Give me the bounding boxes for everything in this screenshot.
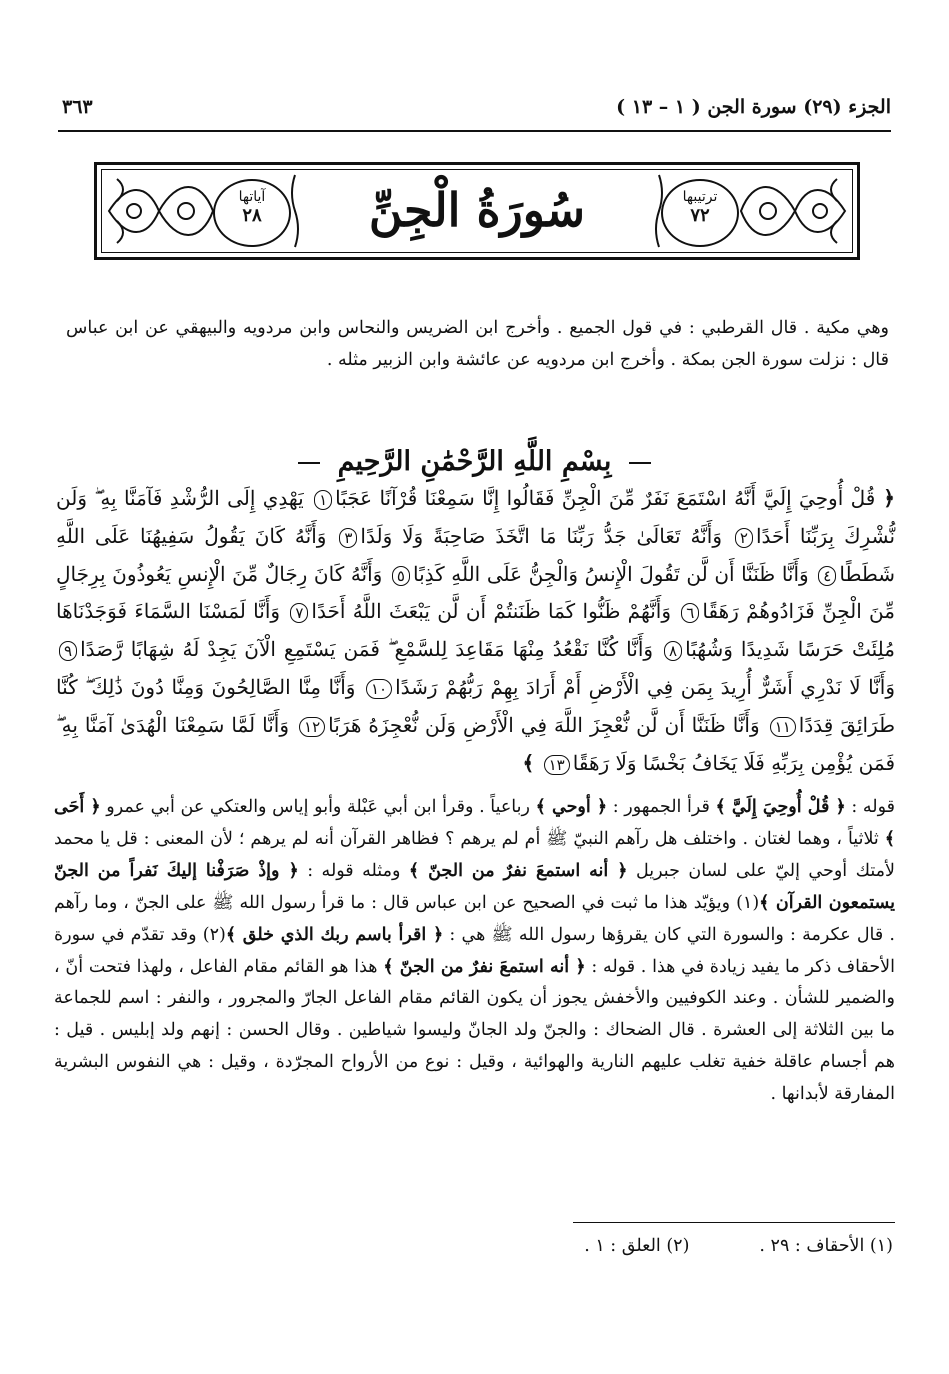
quoted-phrase: ﴿ أنه استمعَ نفرٌ من الجنّ ﴾ bbox=[383, 956, 586, 977]
verse-text: وَأَنَّا كُنَّا نَقْعُدُ مِنْهَا مَقَاعِدَ لِلسَّمْعِ ۖ فَمَن يَسْتَمِعِ الْآنَ يَجِدْ لَهُ شِهَابًا رَّصَدًا bbox=[80, 637, 654, 662]
surah-name: سُورَةُ الْجِنِّ bbox=[368, 183, 586, 237]
ayah-number-marker: ٣ bbox=[339, 528, 357, 548]
verse-text: وَأَنَّهُ كَانَ يَقُولُ سَفِيهُنَا عَلَى اللَّهِ شَطَطًا bbox=[56, 523, 896, 586]
quoted-phrase: ﴿ وإذْ صَرَفْنا إليكَ نَفراً من الجنّ يستمعون القرآن ﴾ bbox=[54, 860, 895, 913]
verse-text: وَأَنَّهُ كَانَ رِجَالٌ مِّنَ الْإِنسِ يَعُوذُونَ بِرِجَالٍ مِّنَ الْجِنِّ فَزَادُوهُمْ رَهَقًا bbox=[56, 561, 895, 624]
header-title: الجزء (٢٩) سورة الجن ( ١ – ١٣ ) bbox=[616, 96, 891, 118]
commentary-text: رباعياً . وقرأ ابن أبي عَبْلة وأبو إياس والعتكي عن أبي عمرو bbox=[100, 797, 536, 817]
ayah-number-marker: ١٣ bbox=[544, 755, 570, 775]
footnotes bbox=[514, 1236, 893, 1256]
header-rule bbox=[58, 130, 891, 132]
quoted-phrase: ﴿ أَحَى ﴾ bbox=[54, 797, 895, 849]
verse-close-bracket: ﴾ bbox=[522, 750, 535, 775]
ayah-number-marker: ١٠ bbox=[366, 679, 392, 699]
verse-open-bracket: ﴿ bbox=[875, 486, 896, 510]
order-label: ترتيبها bbox=[682, 189, 718, 205]
ayah-number-marker: ١٢ bbox=[299, 717, 325, 737]
page-number: ٣٦٣ bbox=[62, 96, 93, 118]
ayah-number-marker: ٧ bbox=[290, 603, 308, 623]
tafsir-commentary bbox=[54, 792, 895, 1111]
order-number: ٧٢ bbox=[690, 205, 710, 226]
ayah-number-marker: ٤ bbox=[818, 566, 836, 586]
ayah-number-marker: ٢ bbox=[735, 528, 753, 548]
quran-verses-block bbox=[56, 480, 895, 782]
quoted-phrase: ﴿ أوحي ﴾ bbox=[535, 797, 608, 817]
surah-title-banner bbox=[94, 162, 860, 260]
commentary-text: (١) ويؤيّد هذا ما ثبت في الصحيح عن ابن عباس قال : ما قرأ رسول الله ﷺ على الجنّ ، وما رآهم . قال عكرمة : والسورة التي كان يقرؤها رسول الله ﷺ هي : bbox=[54, 892, 895, 945]
commentary-text: ثلاثياً ، وهما لغتان . واختلف هل رآهم النبيّ ﷺ أم لم يرهم ؟ فظاهر القرآن أنه لم يرهم ؛ لأن المعنى : قل يا محمد لأمتك أوحي إليّ على لسان جبريل bbox=[54, 828, 895, 881]
verses-label: آياتها bbox=[238, 189, 266, 205]
verse-text: وَأَنَّهُمْ ظَنُّوا كَمَا ظَنَنتُمْ أَن لَّن يَبْعَثَ اللَّهُ أَحَدًا bbox=[311, 599, 671, 624]
ayah-number-marker: ١١ bbox=[770, 717, 796, 737]
commentary-text: ومثله قوله : bbox=[298, 860, 409, 881]
commentary-text: قرأ الجمهور : bbox=[607, 797, 716, 817]
footnote-rule bbox=[573, 1222, 895, 1223]
verse-text: يَهْدِي إِلَى الرُّشْدِ فَآمَنَّا بِهِ ۖ وَلَن نُّشْرِكَ بِرَبِّنَا أَحَدًا bbox=[56, 486, 896, 548]
basmala-text: بِسْمِ اللَّهِ الرَّحْمَٰنِ الرَّحِيمِ bbox=[337, 446, 612, 477]
basmala-ornament-icon bbox=[298, 462, 320, 464]
verse-text: وَأَنَّا مِنَّا الصَّالِحُونَ وَمِنَّا دُونَ ذَٰلِكَ ۖ كُنَّا طَرَائِقَ قِدَدًا bbox=[56, 674, 896, 737]
ayah-number-marker: ٨ bbox=[664, 641, 682, 661]
order-medallion bbox=[661, 179, 739, 247]
verses-number: ٢٨ bbox=[242, 205, 262, 226]
commentary-text: (٢) وقد تقدّم في سورة الأحقاف ذكر ما يفيد زيادة في هذا . قوله : bbox=[54, 924, 895, 977]
quoted-phrase: ﴿ قُلْ أُوحِيَ إِلَيَّ ﴾ bbox=[715, 797, 846, 817]
surah-introduction: وهي مكية . قال القرطبي : في قول الجميع . وأخرج ابن الضريس والنحاس وابن مردويه والبيهقي عن ابن عباس قال : نزلت سورة الجن بمكة . وأخرج ابن مردويه عن عائشة وابن الزبير مثله . bbox=[66, 318, 889, 370]
verse-text: وَأَنَّا لَا نَدْرِي أَشَرٌّ أُرِيدَ بِمَن فِي الْأَرْضِ أَمْ أَرَادَ بِهِمْ رَبُّهُمْ رَشَدًا bbox=[395, 674, 896, 699]
verse-text: قُلْ أُوحِيَ إِلَيَّ أَنَّهُ اسْتَمَعَ نَفَرٌ مِّنَ الْجِنِّ فَقَالُوا إِنَّا سَمِعْنَا قُرْآنًا عَجَبًا bbox=[335, 486, 876, 510]
commentary-text: قوله : bbox=[845, 797, 895, 817]
quoted-phrase: ﴿ أنه استمعَ نفرٌ من الجنّ ﴾ bbox=[408, 860, 628, 881]
ayah-number-marker: ٦ bbox=[681, 603, 699, 623]
ayah-number-marker: ٩ bbox=[59, 641, 77, 661]
basmala bbox=[0, 446, 949, 477]
verse-text: وَأَنَّا لَمَسْنَا السَّمَاءَ فَوَجَدْنَاهَا مُلِئَتْ حَرَسًا شَدِيدًا وَشُهُبًا bbox=[56, 599, 895, 662]
quoted-phrase: ﴿ اقرأ باسم ربك الذي خلق ﴾ bbox=[225, 924, 444, 945]
verse-text: وَأَنَّا ظَنَنَّا أَن لَّن نُّعْجِزَ اللَّهَ فِي الْأَرْضِ وَلَن نُّعْجِزَهُ هَرَبًا bbox=[328, 712, 760, 737]
ayah-number-marker: ١ bbox=[314, 490, 332, 510]
footnote: (١) الأحقاف : ٢٩ . bbox=[759, 1236, 893, 1256]
footnote: (٢) العلق : ١ . bbox=[584, 1236, 690, 1256]
verse-text: وَأَنَّا لَمَّا سَمِعْنَا الْهُدَىٰ آمَنَّا بِهِ ۖ فَمَن يُؤْمِن بِرَبِّهِ فَلَا يَخَافُ بَخْسًا وَلَا رَهَقًا bbox=[56, 712, 895, 775]
basmala-ornament-icon bbox=[629, 462, 651, 464]
verse-text: وَأَنَّهُ تَعَالَىٰ جَدُّ رَبِّنَا مَا اتَّخَذَ صَاحِبَةً وَلَا وَلَدًا bbox=[360, 523, 722, 548]
running-header bbox=[62, 96, 891, 126]
verses-count-medallion bbox=[213, 179, 291, 247]
ayah-number-marker: ٥ bbox=[392, 566, 410, 586]
verse-text: وَأَنَّا ظَنَنَّا أَن لَّن تَقُولَ الْإِنسُ وَالْجِنُّ عَلَى اللَّهِ كَذِبًا bbox=[412, 561, 809, 586]
commentary-text: هذا هو القائم مقام الفاعل ، ولهذا فتحت أنّ ، والضمير للشأن . وعند الكوفيين والأخفش يجوز أن يكون القائم مقام الفاعل الجارّ والمجرور ، والنفر : اسم للجماعة ما بين الثلاثة إلى العشرة . قال الضحاك : والجنّ ولد الجانّ وليسوا شياطين . وقال الحسن : إنهم ولد إبليس . قيل : هم أجسام عاقلة خفية تغلب عليهم النارية والهوائية ، وقيل : نوع من الأرواح المجرّدة ، وقيل : هي النفوس البشرية المفارقة لأبدانها . bbox=[54, 956, 895, 1105]
